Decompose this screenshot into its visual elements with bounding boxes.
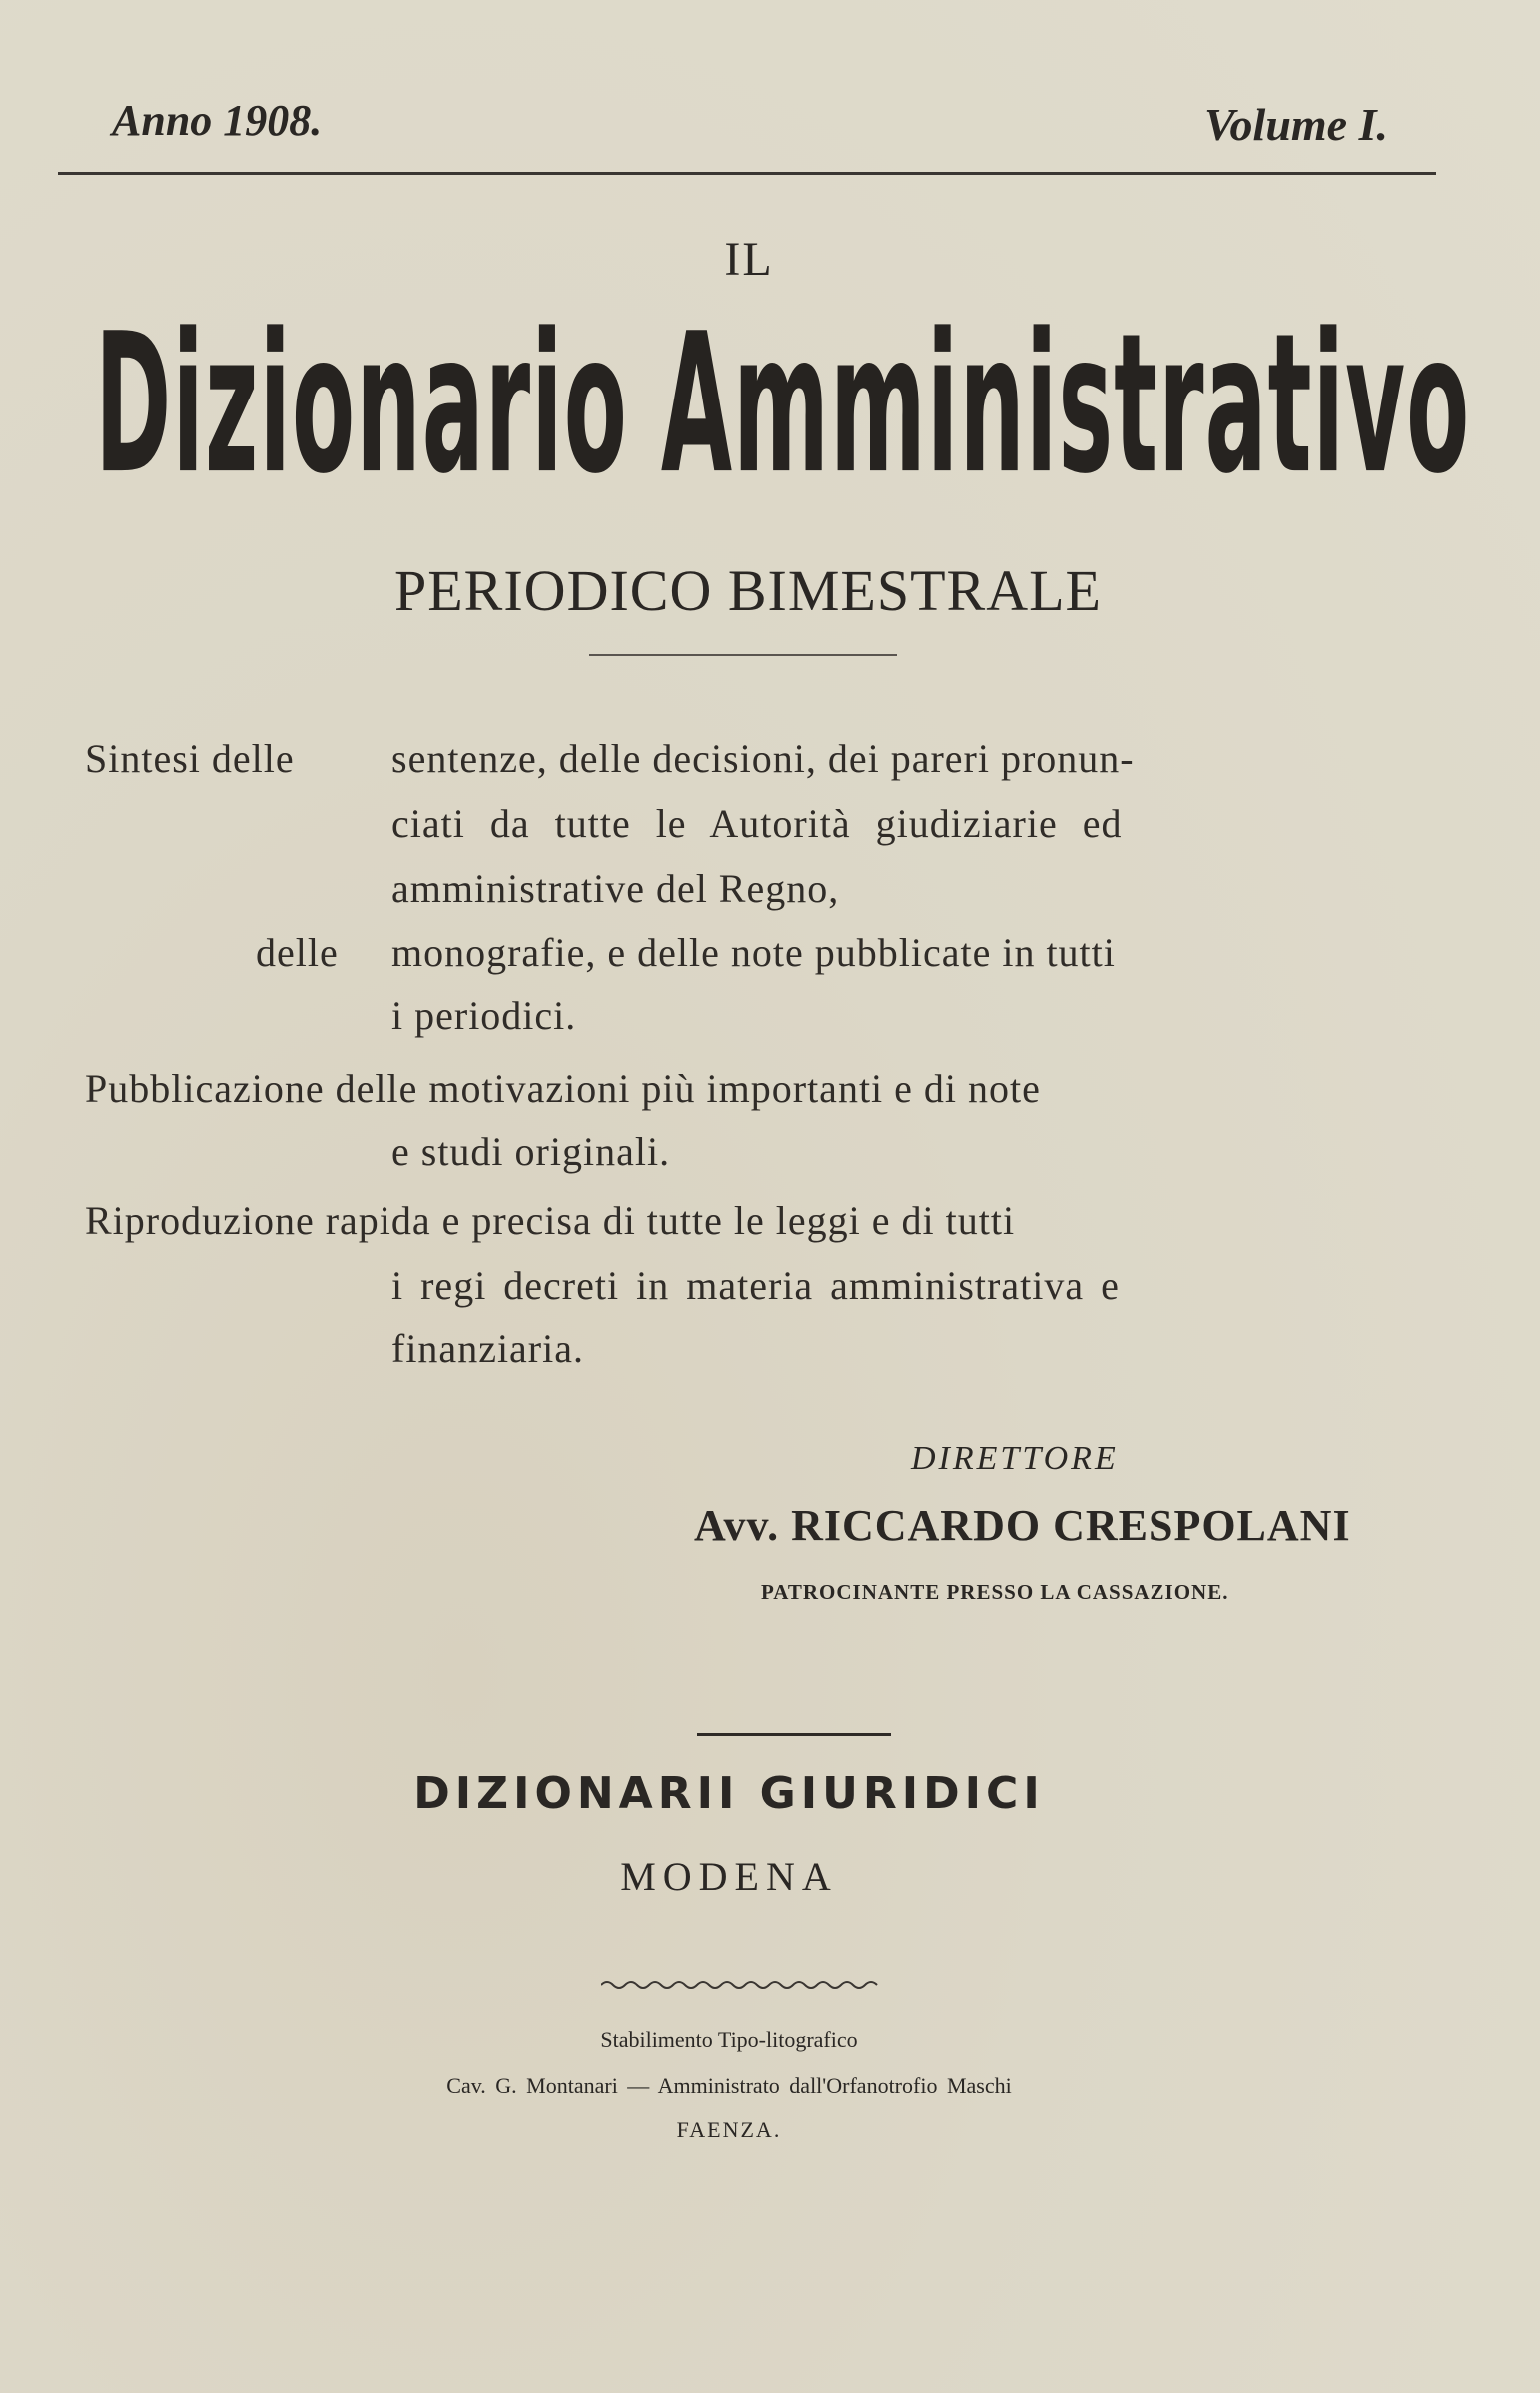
printer-line-3: FAENZA.: [676, 2117, 782, 2142]
contents-line: ciati da tutte le Autorità giudiziarie ed: [391, 801, 1123, 846]
contents-line: i periodici.: [391, 993, 577, 1038]
title-article: IL: [724, 233, 774, 286]
year-label: Anno 1908.: [112, 96, 323, 145]
contents-line: amministrative del Regno,: [391, 866, 840, 911]
printer-line-1: Stabilimento Tipo-litografico: [600, 2027, 858, 2052]
subtitle-rule: [589, 654, 897, 656]
contents-lead-2: delle: [256, 930, 339, 975]
director-title: PATROCINANTE PRESSO LA CASSAZIONE.: [761, 1580, 1229, 1604]
director-label: DIRETTORE: [911, 1440, 1119, 1477]
contents-line: Riproduzione rapida e precisa di tutte le leggi e di tutti: [85, 1198, 1016, 1243]
contents-line: sentenze, delle decisioni, dei pareri pronun-: [391, 736, 1135, 781]
director-name: Avv. RICCARDO CRESPOLANI: [694, 1501, 1351, 1550]
printer-line-2: Cav. G. Montanari — Amministrato dall'Orfanotrofio Maschi: [446, 2073, 1012, 2098]
page-subtitle: PERIODICO BIMESTRALE: [394, 558, 1102, 623]
header-rule: [58, 172, 1436, 175]
contents-line: i regi decreti in materia amministrativa e: [391, 1263, 1120, 1308]
publisher-name: DIZIONARII GIURIDICI: [413, 1768, 1045, 1819]
contents-line: e studi originali.: [391, 1129, 671, 1174]
contents-line: Pubblicazione delle motivazioni più importanti e di note: [85, 1066, 1041, 1111]
publisher-rule: [697, 1733, 891, 1736]
page-title: Dizionario Amministrativo: [95, 292, 1471, 517]
ornamental-wave-rule: [601, 1978, 879, 1992]
contents-line: finanziaria.: [391, 1326, 584, 1371]
contents-line: monografie, e delle note pubblicate in tutti: [391, 930, 1116, 975]
volume-label: Volume I.: [1203, 99, 1388, 150]
contents-lead-1: Sintesi delle: [85, 736, 295, 781]
publisher-city: MODENA: [620, 1854, 838, 1899]
